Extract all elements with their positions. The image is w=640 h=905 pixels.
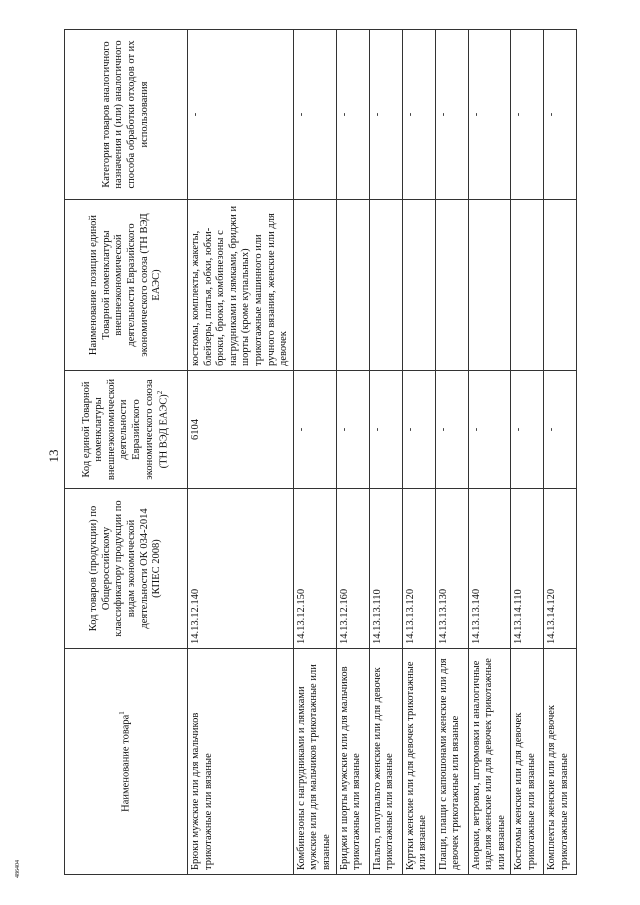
cell-tnved-code: 6104 <box>188 371 294 489</box>
cell-tnved-name <box>544 200 577 371</box>
header-text: Наименование товара <box>120 714 132 812</box>
header-tnved-name <box>65 200 188 371</box>
table-row <box>188 30 294 875</box>
cell-category: - <box>544 30 577 200</box>
header-text: Код единой Товарной номенклатуры внешнеэкономической деятельности Евразийского экономического союза (ТН ВЭД ЕАЭС) <box>80 378 170 481</box>
cell-tnved-name: костюмы, комплекты, жакеты, блейзеры, платья, юбки, юбки-брюки, брюки, комбинезоны с нагрудниками и лямками, бриджи и шорты (кроме купальных) трикотажные машинного или ручного вязания, женские или для девочек <box>188 200 294 371</box>
cell-product-name: Куртки женские или для девочек трикотажные или вязаные <box>402 649 435 875</box>
cell-category: - <box>468 30 511 200</box>
cell-tnved-name <box>402 200 435 371</box>
cell-tnved-code: - <box>511 371 544 489</box>
rotated-table-container <box>64 30 628 875</box>
footnote-mark: 1 <box>118 711 127 715</box>
table-row <box>435 30 468 875</box>
header-text: Наименование позиции единой Товарной номенклатуры внешнеэкономической деятельности Евразийского экономического союза (ТН ВЭД ЕАЭС) <box>88 213 163 357</box>
cell-okpd-code: 14.13.13.120 <box>402 489 435 649</box>
cell-category: - <box>188 30 294 200</box>
goods-table <box>64 29 577 875</box>
header-row <box>65 30 188 875</box>
cell-tnved-code: - <box>369 371 402 489</box>
table-row <box>293 30 336 875</box>
header-product-name <box>65 649 188 875</box>
cell-product-name: Бриджи и шорты мужские или для мальчиков трикотажные или вязаные <box>336 649 369 875</box>
cell-product-name: Анораки, ветровки, штормовки и аналогичные изделия женские или для девочек трикотажные или вязаные <box>468 649 511 875</box>
page-number: 13 <box>46 449 61 463</box>
cell-okpd-code: 14.13.12.160 <box>336 489 369 649</box>
cell-tnved-name <box>468 200 511 371</box>
cell-product-name: Комплекты женские или для девочек трикотажные или вязаные <box>544 649 577 875</box>
cell-tnved-name <box>435 200 468 371</box>
header-okpd-code <box>65 489 188 649</box>
cell-category: - <box>293 30 336 200</box>
table-row <box>369 30 402 875</box>
cell-okpd-code: 14.13.12.140 <box>188 489 294 649</box>
document-code: 486404 <box>15 860 21 878</box>
header-category <box>65 30 188 200</box>
table-body <box>188 30 577 875</box>
header-text: Категория товаров аналогичного назначения и (или) аналогичного способа обработки отходов от их использования <box>100 40 150 189</box>
table-row <box>336 30 369 875</box>
cell-tnved-code: - <box>336 371 369 489</box>
cell-tnved-code: - <box>293 371 336 489</box>
cell-tnved-code: - <box>435 371 468 489</box>
cell-product-name: Брюки мужские или для мальчиков трикотажные или вязаные <box>188 649 294 875</box>
cell-okpd-code: 14.13.14.110 <box>511 489 544 649</box>
cell-okpd-code: 14.13.14.120 <box>544 489 577 649</box>
cell-tnved-name <box>293 200 336 371</box>
cell-category: - <box>336 30 369 200</box>
cell-okpd-code: 14.13.12.150 <box>293 489 336 649</box>
cell-category: - <box>435 30 468 200</box>
cell-product-name: Плащи, плащи с капюшонами женские или для девочек трикотажные или вязаные <box>435 649 468 875</box>
header-tnved-code <box>65 371 188 489</box>
cell-tnved-code: - <box>402 371 435 489</box>
cell-tnved-name <box>369 200 402 371</box>
cell-okpd-code: 14.13.13.110 <box>369 489 402 649</box>
cell-okpd-code: 14.13.13.130 <box>435 489 468 649</box>
cell-tnved-code: - <box>544 371 577 489</box>
cell-product-name: Костюмы женские или для девочек трикотажные или вязаные <box>511 649 544 875</box>
cell-category: - <box>511 30 544 200</box>
header-text: Код товаров (продукции) по Общероссийскому классификатору продукции по видам экономической деятельности ОК 034-2014 (КПЕС 2008) <box>88 500 163 637</box>
table-row <box>511 30 544 875</box>
table-row <box>544 30 577 875</box>
cell-tnved-code: - <box>468 371 511 489</box>
cell-category: - <box>402 30 435 200</box>
cell-product-name: Пальто, полупальто женские или для девочек трикотажные или вязаные <box>369 649 402 875</box>
cell-tnved-name <box>511 200 544 371</box>
cell-category: - <box>369 30 402 200</box>
table-row <box>468 30 511 875</box>
cell-okpd-code: 14.13.13.140 <box>468 489 511 649</box>
footnote-mark: 2 <box>156 390 165 395</box>
cell-product-name: Комбинезоны с нагрудниками и лямками мужские или для мальчиков трикотажные или вязаные <box>293 649 336 875</box>
table-row <box>402 30 435 875</box>
cell-tnved-name <box>336 200 369 371</box>
